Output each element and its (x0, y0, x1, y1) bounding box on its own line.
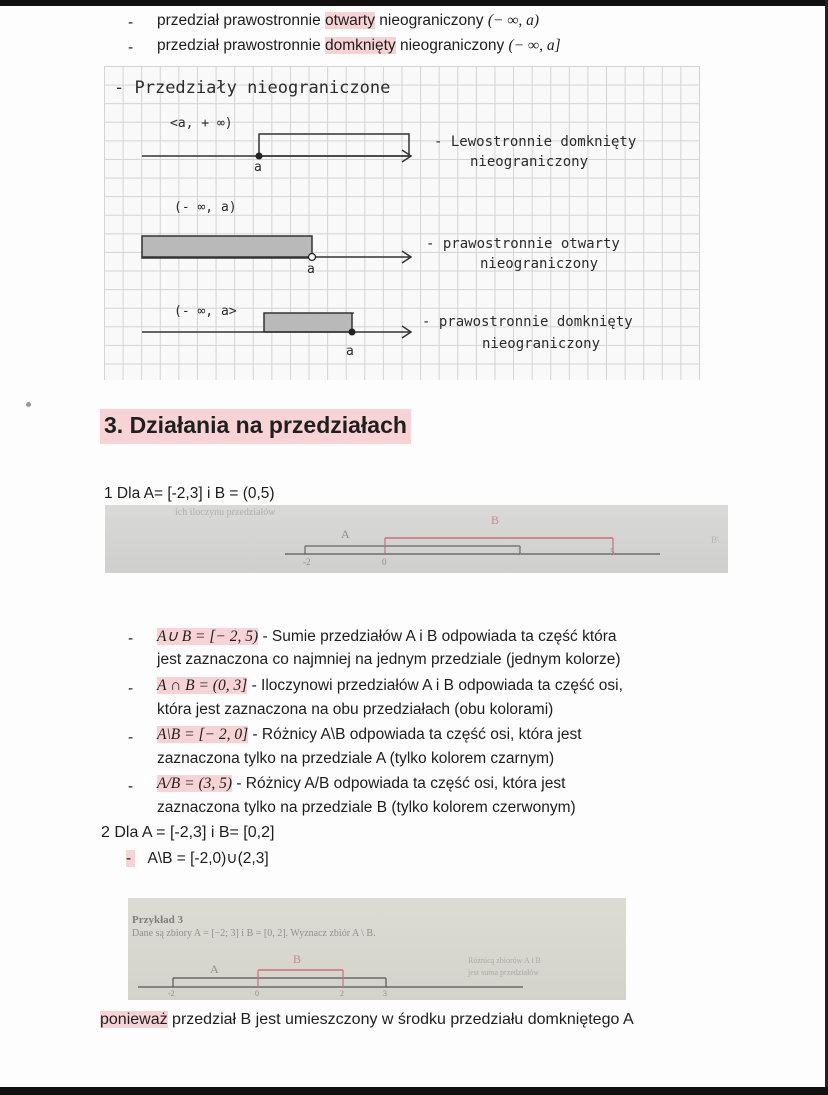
highlight: ponieważ (100, 1011, 168, 1028)
tick-label: 3 (383, 989, 387, 998)
tick-label: 0 (255, 989, 259, 998)
notes-title: - Przedziały nieograniczone (114, 78, 391, 98)
example-2-result: - A\B = [-2,0)∪(2,3] (126, 850, 269, 867)
tick-label: 3 (517, 547, 522, 557)
text: nieograniczony (374, 12, 488, 29)
tick-label: 0 (382, 557, 387, 567)
example-text: Dane są zbiory A = [−2; 3] i B = [0, 2]. Wyznacz zbiór A \ B. (132, 928, 376, 939)
interval-label: <a, + ∞) (170, 116, 233, 131)
item-3-line-1 (157, 726, 582, 744)
label-a: A (341, 527, 350, 541)
text: - Różnicy A/B odpowiada ta część osi, która jest (232, 775, 566, 792)
item-1-line-1 (157, 627, 617, 646)
bullet-dash: - (128, 39, 134, 56)
interval-box-shaded (142, 236, 312, 258)
bullet-dash: - (128, 729, 134, 746)
notes-image (104, 66, 700, 380)
math: A\B = [− 2, 0] (157, 726, 249, 743)
tick-label: -2 (303, 557, 311, 567)
side-note-2: jest suma przedziałów (468, 968, 540, 977)
point-label: a (307, 262, 315, 277)
label-b: B (491, 513, 500, 527)
interval-box (259, 134, 409, 156)
label-a: A (210, 962, 219, 976)
text: przedział B jest umieszczony w środku przedziału domkniętego A (167, 1011, 634, 1028)
bottom-bar (0, 1087, 828, 1095)
math: A/B = (3, 5) (157, 775, 233, 792)
label-b: B (293, 952, 302, 966)
closed-point (256, 153, 263, 160)
bullet-dash: - (128, 778, 134, 795)
interval-label: (- ∞, a> (174, 304, 237, 319)
corner-text: B\ (711, 535, 720, 545)
text: - Iloczynowi przedziałów A i B odpowiada ta część osi, (247, 677, 623, 694)
text: - Różnicy A\B odpowiada ta część osi, która jest (248, 726, 582, 743)
faded-text: ich iloczynu przedziałów (175, 507, 276, 518)
bullet-dash: - (128, 680, 134, 697)
top-bullet-2 (157, 37, 561, 55)
tick-label: 5 (610, 547, 615, 557)
number-line-figure (128, 898, 626, 1000)
desc-1b: nieograniczony (470, 154, 589, 170)
result-text: A\B = [-2,0)∪(2,3] (147, 850, 269, 867)
example-1-figure (105, 505, 728, 573)
item-2-line-2: która jest zaznaczona na obu przedziałach (obu kolorami) (157, 701, 554, 718)
point-label: a (254, 160, 262, 175)
desc-2b: nieograniczony (480, 256, 599, 272)
math: A∪ B = [− 2, 5) (157, 628, 259, 645)
bullet-dash: - (128, 630, 134, 647)
point-label: a (346, 344, 354, 359)
tick-label: -2 (168, 989, 175, 998)
item-3-line-2: zaznaczona tylko na przedziale A (tylko kolorem czarnym) (157, 750, 555, 767)
bullet-dash: - (128, 14, 134, 31)
example-1: 1 Dla A= [-2,3] i B = (0,5) (104, 485, 275, 502)
margin-dot (26, 402, 31, 407)
text: - Sumie przedziałów A i B odpowiada ta część która (258, 628, 617, 645)
side-note-1: Różnicą zbiorów A i B (468, 956, 541, 965)
interval-box-shaded (264, 313, 352, 332)
math: (− ∞, a] (508, 37, 561, 54)
desc-3b: nieograniczony (482, 336, 601, 352)
item-1-line-2: jest zaznaczona co najmniej na jednym przedziale (jednym kolorze) (157, 651, 621, 668)
top-bar (0, 0, 828, 6)
item-4-line-2: zaznaczona tylko na przedziale B (tylko kolorem czerwonym) (157, 799, 576, 816)
highlight: domknięty (325, 37, 396, 54)
math: (− ∞, a) (487, 12, 540, 29)
item-4-line-1 (157, 775, 565, 793)
section-heading: 3. Działania na przedziałach (100, 409, 411, 444)
desc-3a: - prawostronnie domknięty (422, 314, 633, 330)
highlight: otwarty (325, 12, 375, 29)
text: nieograniczony (395, 37, 509, 54)
example-2: 2 Dla A = [-2,3] i B= [0,2] (101, 824, 275, 841)
top-bullet-1 (157, 12, 539, 30)
tick-label: 2 (340, 989, 344, 998)
notes-drawing (104, 66, 700, 380)
math: A ∩ B = (0, 3] (157, 677, 248, 694)
desc-2a: - prawostronnie otwarty (426, 236, 620, 252)
interval-label: (- ∞, a) (174, 200, 237, 215)
open-point (309, 254, 316, 261)
closed-point (349, 329, 356, 336)
example-title: Przykład 3 (132, 914, 184, 926)
desc-1a: - Lewostronnie domknięty (434, 134, 637, 150)
closing-sentence (100, 1011, 634, 1029)
text: przedział prawostronnie (157, 37, 326, 54)
text: przedział prawostronnie (157, 12, 326, 29)
example-2-figure (128, 898, 626, 1000)
item-2-line-1 (157, 677, 623, 695)
